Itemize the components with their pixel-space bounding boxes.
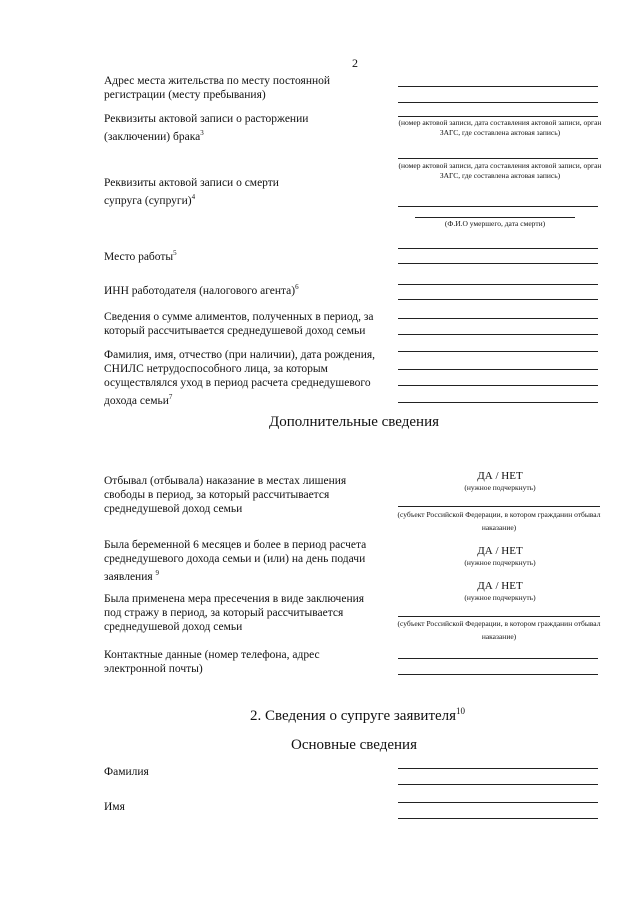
work-line-2[interactable]: [398, 263, 598, 264]
death-label: Реквизиты актовой записи о смерти супруга (супруги)$^4$: [104, 177, 279, 207]
deceased-caption: (Ф.И.О умершего, дата смерти): [444, 219, 546, 228]
section2-title: 2. Сведения о супруге заявителя$^{10}$: [250, 706, 466, 724]
alimony-label: Сведения о сумме алиментов, полученных в период, за который рассчитывается среднедушевой доход семьи: [104, 311, 374, 337]
name-line-1[interactable]: [398, 802, 598, 803]
prison-subject-caption: (субъект Российской Федерации, в котором гражданин отбывал наказание): [397, 510, 601, 532]
custody-yes-no[interactable]: ДА / НЕТ: [477, 580, 523, 592]
address-line-2[interactable]: [398, 102, 598, 103]
name-line-2[interactable]: [398, 818, 598, 819]
deceased-line-2[interactable]: [415, 217, 575, 218]
prison-label: Отбывал (отбывала) наказание в местах лишения свободы в период, за который рассчитывается среднедушевой доход семьи: [104, 475, 347, 515]
care-line-4[interactable]: [398, 402, 598, 403]
divorce-caption: (номер актовой записи, дата составления актовой записи, орган ЗАГС, где составлена актовая запись): [398, 118, 602, 137]
contact-line-1[interactable]: [398, 658, 598, 659]
inn-line-2[interactable]: [398, 299, 598, 300]
custody-subject-caption: (субъект Российской Федерации, в котором гражданин отбывал наказание): [397, 619, 601, 641]
care-line-2[interactable]: [398, 369, 598, 370]
alimony-line-2[interactable]: [398, 334, 598, 335]
page-number: 2: [352, 56, 358, 70]
pregnant-underline-caption: (нужное подчеркнуть): [464, 558, 536, 567]
work-label: Место работы$^5$: [104, 249, 177, 263]
pregnant-label: Была беременной 6 месяцев и более в период расчета среднедушевого дохода семьи и (или) на день подачи заявления $^9$: [104, 539, 367, 583]
contact-line-2[interactable]: [398, 674, 598, 675]
extra-heading: Дополнительные сведения: [268, 414, 439, 430]
inn-label: ИНН работодателя (налогового агента)$^6$: [104, 283, 299, 297]
surname-line-1[interactable]: [398, 768, 598, 769]
prison-yes-no[interactable]: ДА / НЕТ: [477, 470, 523, 482]
divorce-label: Реквизиты актовой записи о расторжении (заключении) брака$^3$: [104, 113, 309, 143]
name-label: Имя: [104, 801, 125, 813]
prison-subject-line[interactable]: [398, 506, 600, 507]
pregnant-yes-no[interactable]: ДА / НЕТ: [477, 545, 523, 557]
surname-label: Фамилия: [104, 766, 149, 778]
care-line-3[interactable]: [398, 385, 598, 386]
surname-line-2[interactable]: [398, 784, 598, 785]
inn-line-1[interactable]: [398, 284, 598, 285]
death-record-line[interactable]: [398, 158, 598, 159]
divorce-line[interactable]: [398, 116, 598, 117]
basic-heading: Основные сведения: [291, 737, 417, 753]
prison-underline-caption: (нужное подчеркнуть): [464, 483, 536, 492]
deceased-line-1[interactable]: [398, 206, 598, 207]
work-line-1[interactable]: [398, 248, 598, 249]
contact-label: Контактные данные (номер телефона, адрес электронной почты): [104, 649, 320, 675]
custody-underline-caption: (нужное подчеркнуть): [464, 593, 536, 602]
custody-label: Была применена мера пресечения в виде заключения под стражу в период, за который рассчитывается среднедушевой доход семьи: [104, 593, 365, 633]
care-label: Фамилия, имя, отчество (при наличии), дата рождения, СНИЛС нетрудоспособного лица, за которым осуществлялся уход в период расчета среднедушевого дохода семьи$^7$: [104, 349, 376, 407]
care-line-1[interactable]: [398, 351, 598, 352]
death-caption: (номер актовой записи, дата составления актовой записи, орган ЗАГС, где составлена актовая запись): [398, 161, 602, 180]
address-line-1[interactable]: [398, 86, 598, 87]
alimony-line-1[interactable]: [398, 318, 598, 319]
address-label: Адрес места жительства по месту постоянной регистрации (месту пребывания): [104, 75, 331, 101]
